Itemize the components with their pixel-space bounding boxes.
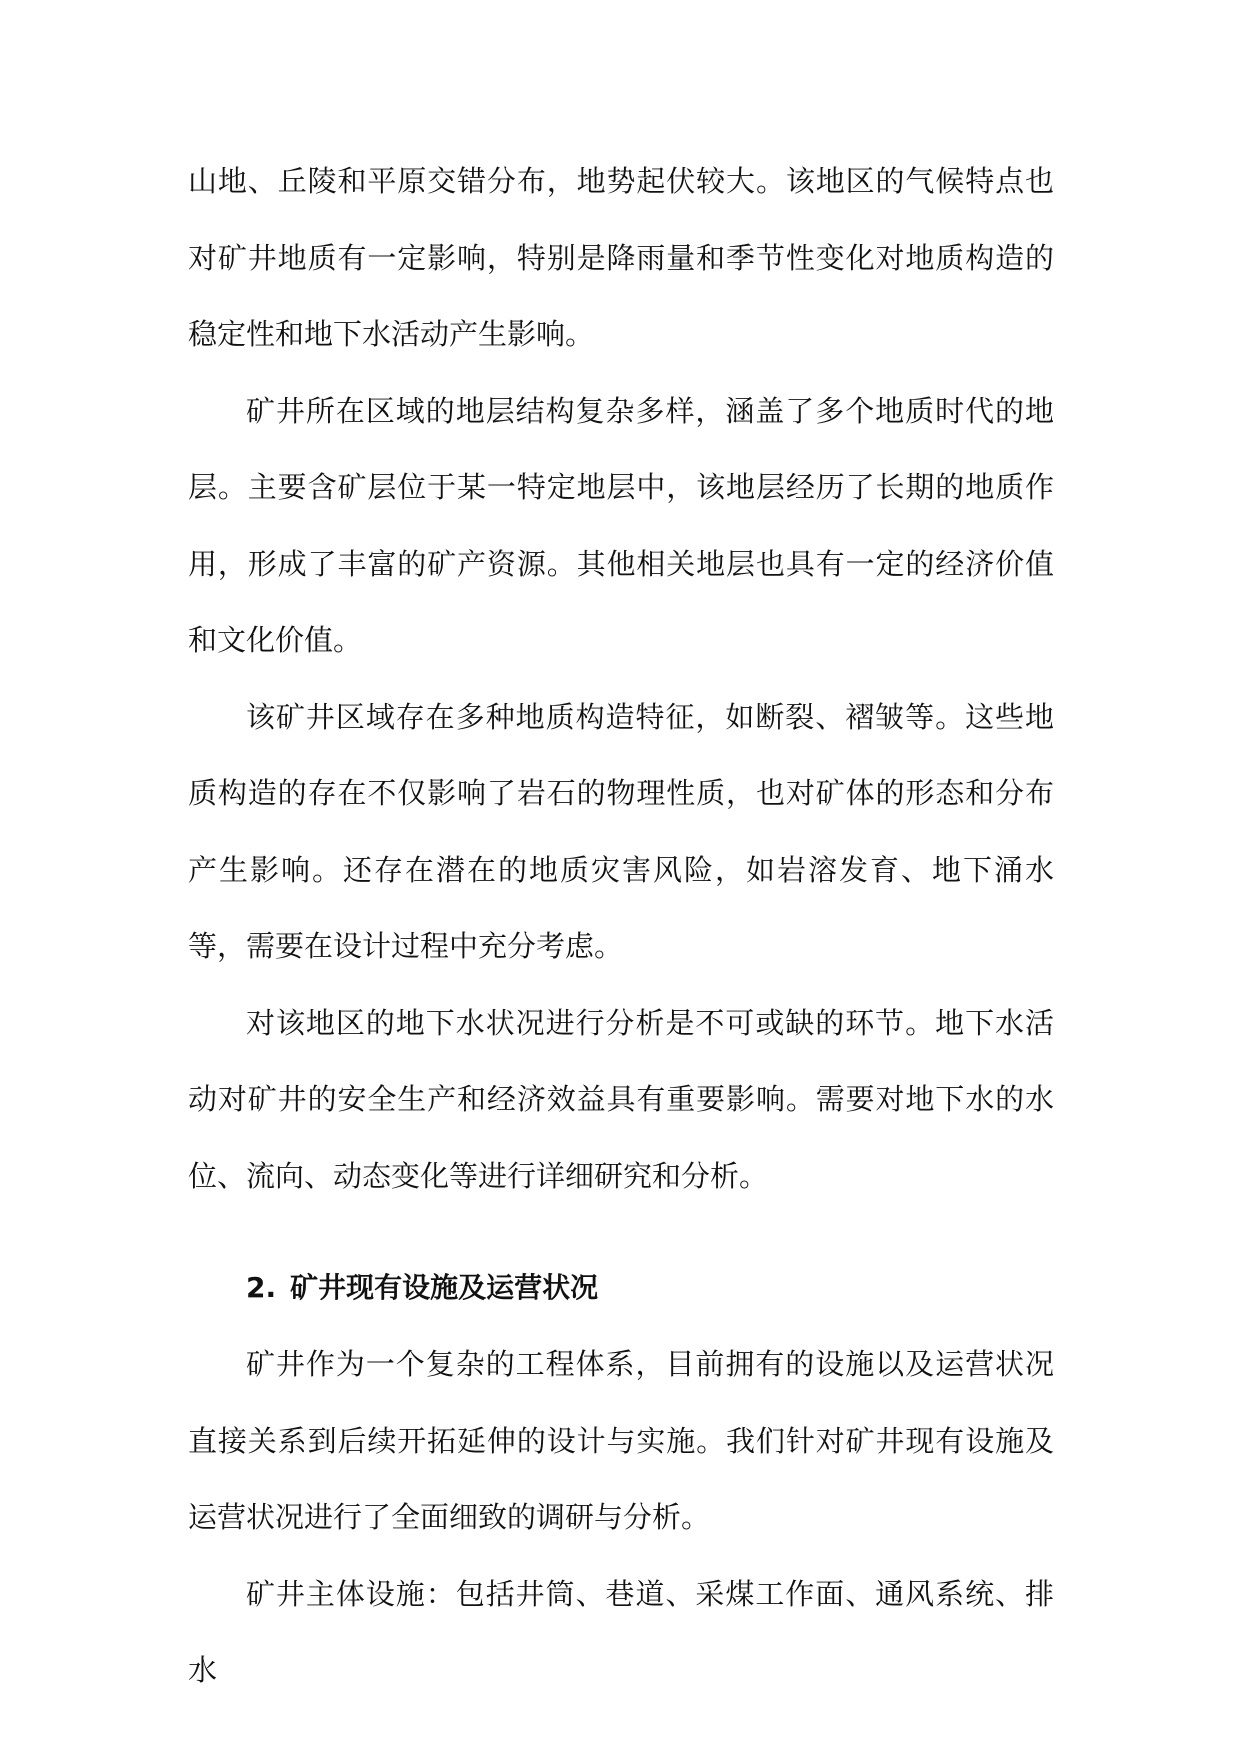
- section-heading: [188, 1250, 1054, 1326]
- paragraph-main-facilities: 矿井主体设施：包括井筒、巷道、采煤工作面、通风系统、排水: [188, 1576, 1054, 1687]
- section-title: 矿井现有设施及运营状况: [290, 1271, 599, 1304]
- paragraph-geologic-structures: 该矿井区域存在多种地质构造特征，如断裂、褶皱等。这些地质构造的存在不仅影响了岩石的物理性质，也对矿体的形态和分布产生影响。还存在潜在的地质灾害风险，如岩溶发育、地下涌水等，需要在设计过程中充分考虑。: [188, 699, 1054, 963]
- page-body: [188, 143, 1054, 1709]
- paragraph-strata: 矿井所在区域的地层结构复杂多样，涵盖了多个地质时代的地层。主要含矿层位于某一特定地层中，该地层经历了长期的地质作用，形成了丰富的矿产资源。其他相关地层也具有一定的经济价值和文化价值。: [188, 393, 1054, 657]
- paragraph-facilities-intro: 矿井作为一个复杂的工程体系，目前拥有的设施以及运营状况直接关系到后续开拓延伸的设计与实施。我们针对矿井现有设施及运营状况进行了全面细致的调研与分析。: [188, 1347, 1054, 1534]
- section-number: 2.: [246, 1271, 277, 1304]
- paragraph-terrain-climate: 山地、丘陵和平原交错分布，地势起伏较大。该地区的气候特点也对矿井地质有一定影响，特别是降雨量和季节性变化对地质构造的稳定性和地下水活动产生影响。: [188, 164, 1054, 351]
- paragraph-groundwater: 对该地区的地下水状况进行分析是不可或缺的环节。地下水活动对矿井的安全生产和经济效益具有重要影响。需要对地下水的水位、流向、动态变化等进行详细研究和分析。: [188, 1005, 1054, 1193]
